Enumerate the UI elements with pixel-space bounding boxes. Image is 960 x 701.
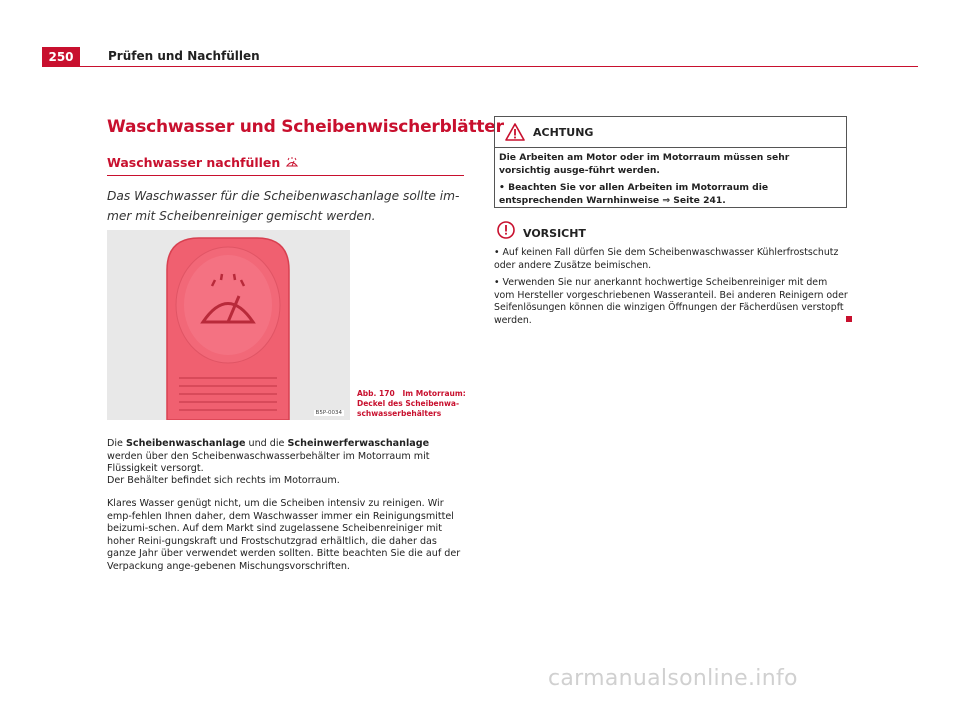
caution-list	[494, 247, 849, 332]
figure-code: B5P-0034	[315, 410, 342, 416]
section-title: Waschwasser und Scheibenwischerblätter	[107, 117, 504, 137]
subsection-title	[107, 155, 299, 170]
washer-cap-illustration	[107, 230, 350, 420]
header-rule	[80, 66, 918, 67]
warning-title: ACHTUNG	[533, 125, 594, 139]
caution-header	[497, 219, 586, 240]
figure-caption-text: Im Motorraum: Deckel des Scheibenwa-schwasserbehälters	[357, 389, 466, 418]
body-paragraph-1	[107, 438, 465, 476]
warning-text-1: Die Arbeiten am Motor oder im Motorraum müssen sehr vorsichtig ausge-führt werden.	[499, 152, 790, 176]
caution-item-2: • Verwenden Sie nur anerkannt hochwertige Scheibenreiniger mit dem vom Hersteller vorgeschriebenen Wasseranteil. Bei anderen Reinigern oder Seifenlösungen können die winzigen Öffnungen der Fächerdüsen verstopft werden.	[494, 277, 848, 326]
warning-text-2: • Beachten Sie vor allen Arbeiten im Motorraum die entsprechenden Warnhinweise ⇒ Seite 241.	[499, 182, 769, 206]
caution-title: VORSICHT	[523, 227, 586, 240]
wiper-washer-icon	[285, 156, 299, 170]
subsection-title-text: Waschwasser nachfüllen	[107, 155, 281, 170]
warning-box	[494, 116, 847, 208]
header-title: Prüfen und Nachfüllen	[108, 49, 260, 63]
page-header	[42, 47, 918, 67]
p1-post: werden über den Scheibenwaschwasserbehälter im Motorraum mit Flüssigkeit versorgt.	[107, 450, 430, 474]
figure-washer-cap	[107, 230, 350, 420]
intro-text: Das Waschwasser für die Scheibenwaschanlage sollte im-mer mit Scheibenreiniger gemischt werden.	[107, 189, 460, 223]
caution-exclamation-icon	[497, 221, 515, 239]
warning-header	[495, 117, 846, 148]
warning-triangle-icon	[505, 123, 525, 141]
p1-mid: und die	[245, 438, 288, 449]
body-paragraph-2: Der Behälter befindet sich rechts im Motorraum.	[107, 475, 340, 486]
subsection-rule	[107, 175, 464, 176]
p1-bold-2: Scheinwerferwaschanlage	[287, 438, 430, 449]
figure-caption-label: Abb. 170	[357, 389, 395, 398]
section-end-marker	[846, 316, 852, 322]
page-number: 250	[42, 47, 80, 67]
figure-caption	[357, 389, 467, 419]
p1-bold-1: Scheibenwaschanlage	[126, 438, 246, 449]
body-paragraph-3: Klares Wasser genügt nicht, um die Scheiben intensiv zu reinigen. Wir emp-fehlen Ihnen daher, dem Waschwasser immer ein Reinigungsmittel beizumi-schen. Auf dem Markt sind zugelassene Scheibenreiniger mit hoher Reini-gungskraft und Frostschutzgrad erhältlich, die daher das ganze Jahr über verwendet werden sollten. Bitte beachten Sie die auf der Verpackung ange-gebenen Mischungsvorschriften.	[107, 498, 461, 572]
caution-item-1: • Auf keinen Fall dürfen Sie dem Scheibenwaschwasser Kühlerfrostschutz oder andere Zusätze beimischen.	[494, 247, 839, 271]
watermark: carmanualsonline.info	[548, 666, 798, 691]
warning-text	[495, 148, 846, 207]
p1-pre: Die	[107, 438, 127, 449]
